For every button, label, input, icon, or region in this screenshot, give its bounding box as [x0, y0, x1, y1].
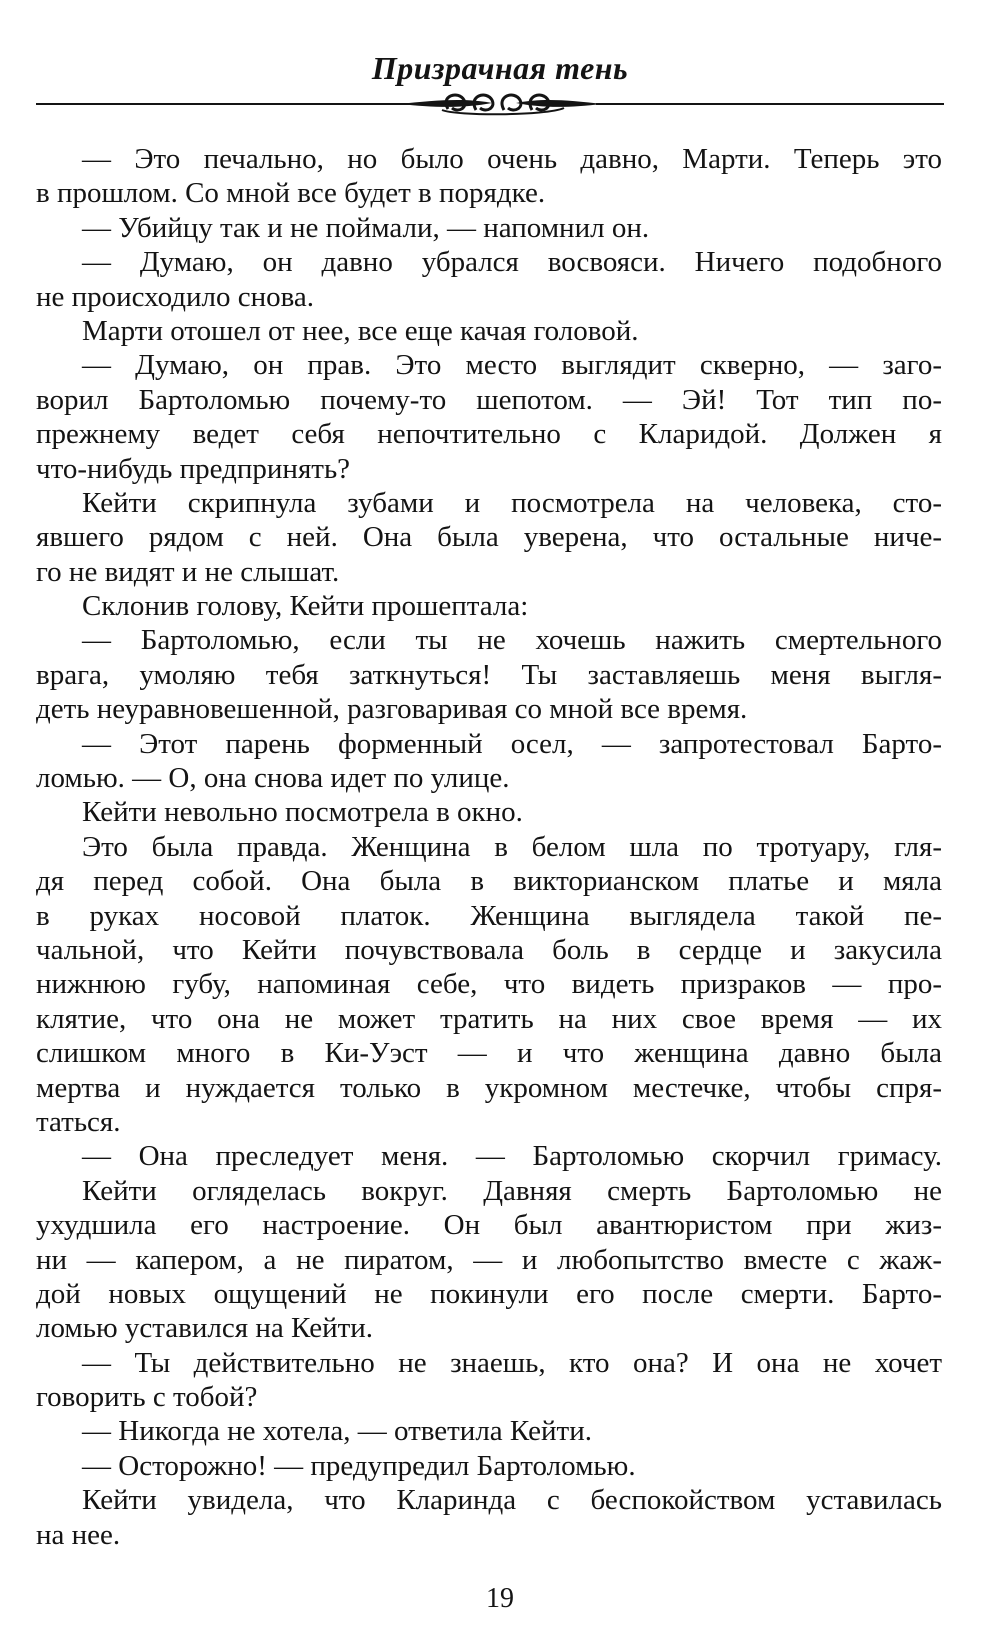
text-line: врага, умоляю тебя заткнуться! Ты заставляешь меня выгля-: [36, 658, 942, 691]
text-line: таться.: [36, 1105, 121, 1138]
text-line: ломью. — О, она снова идет по улице.: [36, 762, 510, 795]
header-rule-left: [36, 103, 428, 105]
text-line: Кейти огляделась вокруг. Давняя смерть Бартоломью не: [82, 1174, 942, 1207]
text-line: что-нибудь предпринять?: [36, 452, 351, 485]
text-line: го не видят и не слышат.: [36, 555, 340, 588]
text-line: Склонив голову, Кейти прошептала:: [82, 590, 529, 623]
text-line: мертва и нуждается только в укромном местечке, чтобы спря-: [36, 1071, 942, 1104]
running-header-title: Призрачная тень: [371, 50, 629, 86]
text-line: — Никогда не хотела, — ответила Кейти.: [82, 1415, 592, 1448]
body-text: [36, 142, 942, 1552]
text-line: — Думаю, он давно убрался восвояси. Ничего подобного: [82, 246, 942, 279]
text-line: Кейти невольно посмотрела в окно.: [82, 796, 523, 829]
text-line: — Она преследует меня. — Бартоломью скорчил гримасу.: [82, 1140, 942, 1173]
text-line: дой новых ощущений не покинули его после смерти. Барто-: [36, 1277, 942, 1310]
text-line: нижнюю губу, напоминая себе, что видеть призраков — про-: [36, 968, 942, 1001]
text-line: чальной, что Кейти почувствовала боль в сердце и закусила: [36, 933, 942, 966]
page-number: 19: [486, 1583, 514, 1614]
text-line: говорить с тобой?: [36, 1381, 258, 1414]
text-line: не происходило снова.: [36, 280, 315, 313]
text-line: слишком много в Ки-Уэст — и что женщина давно была: [36, 1037, 942, 1070]
text-line: в руках носовой платок. Женщина выглядела такой пе-: [36, 899, 942, 932]
text-line: — Думаю, он прав. Это место выглядит скверно, — заго-: [82, 349, 942, 382]
text-line: прежнему ведет себя непочтительно с Кларидой. Должен я: [36, 418, 942, 451]
header-ornament-icon: [396, 86, 606, 122]
text-line: ворил Бартоломью почему-то шепотом. — Эй! Тот тип по-: [36, 383, 942, 416]
header-rule-right: [596, 103, 944, 105]
text-line: Кейти увидела, что Кларинда с беспокойством уставилась: [82, 1484, 942, 1517]
text-line: — Ты действительно не знаешь, кто она? И она не хочет: [82, 1346, 942, 1379]
text-line: в прошлом. Со мной все будет в порядке.: [36, 177, 546, 210]
text-line: клятие, что она не может тратить на них свое время — их: [36, 1002, 942, 1035]
text-line: — Бартоломью, если ты не хочешь нажить смертельного: [82, 624, 942, 657]
text-line: на нее.: [36, 1518, 121, 1551]
text-line: — Осторожно! — предупредил Бартоломью.: [82, 1449, 636, 1482]
text-line: — Это печально, но было очень давно, Марти. Теперь это: [82, 143, 942, 175]
text-line: Это была правда. Женщина в белом шла по тротуару, гля-: [82, 830, 942, 863]
text-line: дя перед собой. Она была в викторианском платье и мяла: [36, 865, 942, 898]
text-line: деть неуравновешенной, разговаривая со мной все время.: [36, 693, 748, 726]
text-line: — Убийцу так и не поймали, — напомнил он.: [82, 211, 650, 244]
text-line: ухудшила его настроение. Он был авантюристом при жиз-: [36, 1209, 942, 1242]
text-line: Кейти скрипнула зубами и посмотрела на человека, сто-: [82, 486, 942, 519]
text-line: — Этот парень форменный осел, — запротестовал Барто-: [82, 727, 942, 760]
text-line: Марти отошел от нее, все еще качая головой.: [82, 314, 639, 347]
text-line: ломью уставился на Кейти.: [36, 1312, 374, 1345]
text-line: явшего рядом с ней. Она была уверена, что остальные ниче-: [36, 521, 942, 554]
text-line: ни — капером, а не пиратом, — и любопытство вместе с жаж-: [36, 1243, 942, 1276]
